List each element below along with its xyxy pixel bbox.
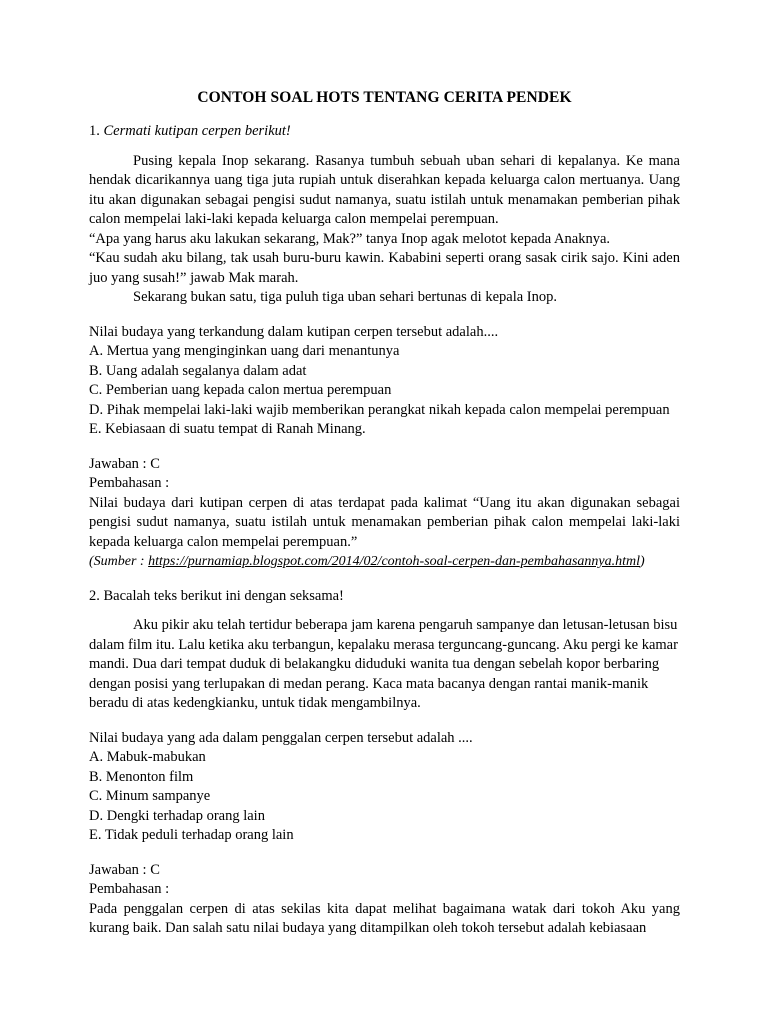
question-1-number: 1. <box>89 123 100 139</box>
spacer <box>89 308 680 323</box>
source-prefix: (Sumber : <box>89 554 149 569</box>
question-1-instruction-text: Cermati kutipan cerpen berikut! <box>103 123 291 139</box>
question-1-source <box>89 552 680 572</box>
question-1-stem: Nilai budaya yang terkandung dalam kutipan cerpen tersebut adalah.... <box>89 323 499 340</box>
spacer <box>89 440 680 455</box>
question-1-option-b[interactable]: B. Uang adalah segalanya dalam adat <box>89 362 307 379</box>
question-2-instruction <box>89 587 680 607</box>
question-1-passage-dialogue-2: “Kau sudah aku bilang, tak usah buru-buru kawin. Kababini seperti orang sasak cirik sajo. Kini aden juo yang susah!” jawab Mak marah. <box>89 250 680 286</box>
question-1-discussion-label: Pembahasan : <box>89 475 170 491</box>
question-1-passage-dialogue-1: “Apa yang harus aku lakukan sekarang, Mak?” tanya Inop agak melotot kepada Anaknya. <box>89 230 611 247</box>
question-2-number: 2. <box>89 587 100 604</box>
spacer <box>89 846 680 861</box>
source-url-link[interactable]: https://purnamiap.blogspot.com/2014/02/contoh-soal-cerpen-dan-pembahasannya.html <box>148 554 641 569</box>
question-2-instruction-text: Bacalah teks berikut ini dengan seksama! <box>103 587 344 604</box>
question-1-instruction <box>89 122 680 142</box>
question-2-answer: Jawaban : C <box>89 861 160 878</box>
spacer <box>89 714 680 729</box>
question-1-answer: Jawaban : C <box>89 455 160 472</box>
question-1-passage-paragraph: Pusing kepala Inop sekarang. Rasanya tumbuh sebuah uban sehari di kepalanya. Ke mana hendak dicarikannya uang tiga juta rupiah untuk diserahkan kepada keluarga calon mertuanya. Uang itu akan digunakan sebagai pengisi sudut namanya, suatu istilah untuk menamakan pemberian pihak calon mempelai laki-laki kepada keluarga calon mempelai perempuan. <box>89 152 680 227</box>
question-2-discussion-text: Pada penggalan cerpen di atas sekilas kita dapat melihat bagaimana watak dari tokoh Aku yang kurang baik. Dan salah satu nilai budaya yang ditampilkan oleh tokoh tersebut adalah kebiasaan <box>89 900 680 936</box>
question-2-option-e[interactable]: E. Tidak peduli terhadap orang lain <box>89 827 294 843</box>
question-2-passage: Aku pikir aku telah tertidur beberapa jam karena pengaruh sampanye dan letusan-letusan bisu dalam film itu. Lalu ketika aku terbangun, kepalaku merasa terguncang-guncang. Aku pergi ke kamar mandi. Dua dari tempat duduk di belakangku diduduki wanita tua dengan sebelah kopor berbaring dengan posisi yang terlupakan di medan perang. Kaca mata bacanya dengan rantai manik-manik beradu di atas kedengkianku, untuk tidak mengambilnya. <box>89 617 678 711</box>
question-1-discussion-text: Nilai budaya dari kutipan cerpen di atas terdapat pada kalimat “Uang itu akan digunakan sebagai pengisi sudut namanya, suatu istilah untuk menamakan pemberian pihak calon mempelai laki-laki kepada keluarga calon mempelai perempuan.” <box>89 494 680 550</box>
question-2-stem: Nilai budaya yang ada dalam penggalan cerpen tersebut adalah .... <box>89 729 473 746</box>
question-1-option-d[interactable]: D. Pihak mempelai laki-laki wajib memberikan perangkat nikah kepada calon mempelai perempuan <box>89 401 670 418</box>
question-2-discussion-label: Pembahasan : <box>89 881 170 897</box>
question-1-option-a[interactable]: A. Mertua yang menginginkan uang dari menantunya <box>89 343 400 359</box>
question-1-passage-closing: Sekarang bukan satu, tiga puluh tiga uban sehari bertunas di kepala Inop. <box>133 289 558 305</box>
question-1-option-e[interactable]: E. Kebiasaan di suatu tempat di Ranah Minang. <box>89 421 366 437</box>
question-2-option-b[interactable]: B. Menonton film <box>89 768 194 785</box>
source-suffix: ) <box>640 554 645 569</box>
question-2-option-d[interactable]: D. Dengki terhadap orang lain <box>89 807 265 824</box>
question-1-option-c[interactable]: C. Pemberian uang kepada calon mertua perempuan <box>89 382 392 398</box>
question-2-option-a[interactable]: A. Mabuk-mabukan <box>89 749 206 765</box>
question-2-option-c[interactable]: C. Minum sampanye <box>89 788 211 804</box>
spacer <box>89 572 680 587</box>
page-title: CONTOH SOAL HOTS TENTANG CERITA PENDEK <box>197 89 572 106</box>
